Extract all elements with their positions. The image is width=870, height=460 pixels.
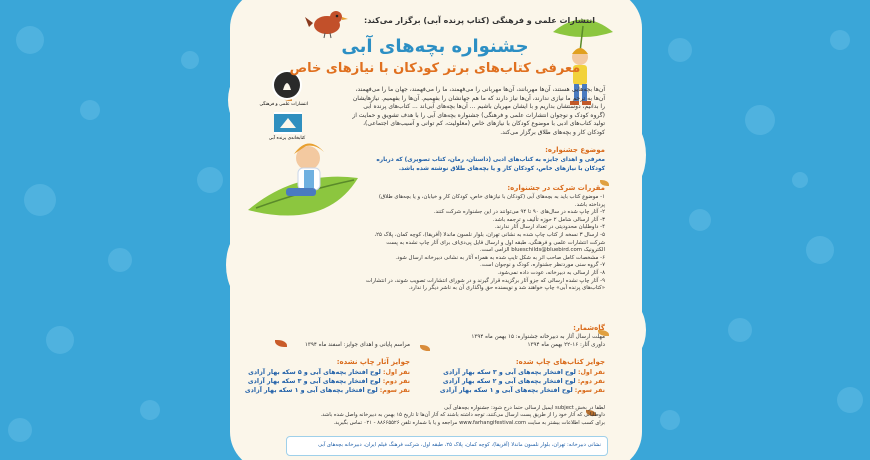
library-logo-caption: کتابخانه‌ی پرنده آبی (268, 136, 306, 141)
prize-rank: نفر سوم: (574, 387, 605, 394)
calendar-ceremony: مراسم پایانی و اهدای جوایز: اسفند ماه ۱۳۹۴ (304, 342, 410, 348)
prize-text: لوح افتخار بچه‌های آبی و ۵ سکه بهار آزادی (248, 369, 381, 376)
prize-text: لوح افتخار بچه‌های آبی و ۳ سکه بهار آزادی (443, 369, 576, 376)
publisher-logo-caption: انتشارات علمی و فرهنگی (259, 102, 308, 107)
prize-unpublished-row (248, 377, 410, 386)
prize-published-row (443, 368, 605, 377)
rules-list (365, 194, 605, 293)
prize-unpublished-row (245, 386, 410, 395)
prize-text: لوح افتخار بچه‌های آبی و ۲ سکه بهار آزادی (442, 378, 576, 385)
prizes-published-heading: جوایز کتاب‌های چاپ شده: (515, 358, 605, 366)
prize-rank: نفر دوم: (577, 378, 605, 385)
organizer-line: انتشارات علمی و فرهنگی (کتاب پرنده آبی) برگزار می‌کند: (364, 16, 595, 25)
topic-heading: موضوع جشنواره: (545, 146, 605, 154)
prize-published-row (443, 377, 605, 386)
rule-item: ۶- مشخصات کامل صاحب اثر به شکل تایپ شده به همراه آثار به نشانی دبیرخانه ارسال شود. (395, 254, 605, 261)
rule-item: ۴- داوطلبان محدودیتی در تعداد ارسال آثار ندارند. (494, 224, 605, 231)
rules-heading: مقررات شرکت در جشنواره: (507, 184, 605, 192)
prize-text: لوح افتخار بچه‌های آبی و ۱ سکه بهار آزادی (439, 387, 573, 394)
festival-title: جشنواره بچه‌های آبی (341, 36, 529, 57)
note-item: لطفا در بخش subject ایمیل ارسالی حتما درج شود: جشنواره بچه‌های آبی (444, 405, 605, 411)
poster-content (244, 6, 615, 458)
rule-item: ۱- موضوع کتاب باید به بچه‌های آبی (کودکان با نیازهای خاص، کودکان کار و خیابان، و یا بچه‌های طلاق) پرداخته باشد. (378, 194, 605, 208)
prize-rank: نفر اول: (382, 369, 410, 376)
calendar-heading: گاه‌شمار: (573, 324, 605, 332)
prize-text: لوح افتخار بچه‌های آبی و ۱ سکه بهار آزادی (244, 387, 378, 394)
footer-address-box (286, 436, 608, 456)
prize-rank: نفر اول: (577, 369, 605, 376)
calendar-judging: داوری آثار: ۱۶-۲۲ بهمن ماه ۱۳۹۴ (527, 342, 605, 348)
rule-item: ۵- ارسال ۳ نسخه از کتاب چاپ شده به نشانی تهران، بلوار نلسون ماندلا (آفریقا)، کوچه کمان، پلاک ۲۵، شرکت انتشارات علمی و فرهنگی، طبقه اول و ارسال فایل پی‌دی‌اف برای آثار چاپ نشده به پست الکترونیک blueschilds@bluebird.com الزامی است. (374, 231, 605, 254)
calendar-deadline: مهلت ارسال آثار به دبیرخانه جشنواره: ۱۵ بهمن ماه ۱۳۹۴ (471, 334, 605, 340)
topic-body: معرفی و اهدای جایزه به کتاب‌های ادبی (داستان، رمان، کتاب تصویری) که درباره کودکان با نیازهای خاص، کودکان کار و یا بچه‌های طلاق نوشته شده باشد. (376, 157, 605, 172)
note-item: برای کسب اطلاعات بیشتر به سایت www.farhangifestival.com مراجعه و یا با شماره تلفن ۸۸۶۶۵۵۲۶ - ۰۲۱ تماس بگیرید. (333, 419, 605, 426)
prize-text: لوح افتخار بچه‌های آبی و ۳ سکه بهار آزادی (247, 378, 381, 385)
prize-rank: نفر سوم: (379, 387, 410, 394)
prizes-unpublished-heading: جوایز آثار چاپ نشده: (336, 358, 410, 366)
rule-item: ۳- آثار ارسالی شامل ۲ حوزه تألیف و ترجمه باشد. (492, 216, 605, 223)
prize-unpublished-row (248, 368, 410, 377)
prize-published-row (440, 386, 605, 395)
rule-item: ۷- گروه سنی موردنظر جشنواره، کودک و نوجوان است. (479, 262, 605, 269)
notes-list (275, 405, 605, 427)
rule-item: ۲- آثار چاپ شده در سال‌های ۹۰ تا ۹۴ می‌توانند در این جشنواره شرکت کنند. (433, 209, 605, 216)
intro-paragraph: آن‌ها بچه‌هایی هستند، آن‌ها مهربانند، آن‌ها مهربانی را می‌فهمند، ما را می‌فهمند، جهان ما را می‌فهمند، آن‌ها به ترحم ما نیازی ندارند، آن‌ها نیاز دارند که ما هم جهانشان را بفهمیم. آن‌ها را بفهمیم. نیازهایشان را بدانیم، دوستشان بداریم و با ایشان مهربان باشیم ... آن‌ها بچه‌های آبی‌اند ... کتاب‌های پرنده آبی (گروه کودک و نوجوان انتشارات علمی و فرهنگی) جشنواره بچه‌های آبی را با هدف تشویق و حمایت از تولید کتاب‌های ادبی با موضوع کودکان با نیازهای خاص (معلولیت، کم توانی و آسیب‌های اجتماعی)، کودکان کار و بچه‌های طلاق برگزار می‌کند. (352, 86, 605, 136)
rule-item: ۹- آثار چاپ نشده ارسالی که جزو آثار برگزیده قرار گیرند و در شورای انتشارات تصویب شوند، در انتشارات «کتاب‌های پرنده آبی» چاپ خواهند شد و نویسنده حق واگذاری آن به ناشر دیگر را ندارد. (365, 277, 605, 292)
festival-subtitle: معرفی کتاب‌های برتر کودکان با نیازهای خاص (289, 61, 581, 76)
prize-rank: نفر دوم: (382, 378, 410, 385)
rule-item: ۸- آثار ارسالی به دبیرخانه، عودت داده نمی‌شود. (497, 269, 605, 276)
note-item: داوطلبانی که آثار خود را از طریق پست ارسال می‌کنند، توجه داشته باشند که آثار آن‌ها تا تاریخ ۱۵ بهمن به دبیرخانه واصل شده باشد. (320, 412, 605, 419)
footer-address: نشانی دبیرخانه: تهران، بلوار نلسون ماندلا (آفریقا)، کوچه کمان، پلاک ۲۵، طبقه اول، شرکت فرهنگ فیلم ایران، دبیرخانه بچه‌های آبی (318, 442, 601, 448)
